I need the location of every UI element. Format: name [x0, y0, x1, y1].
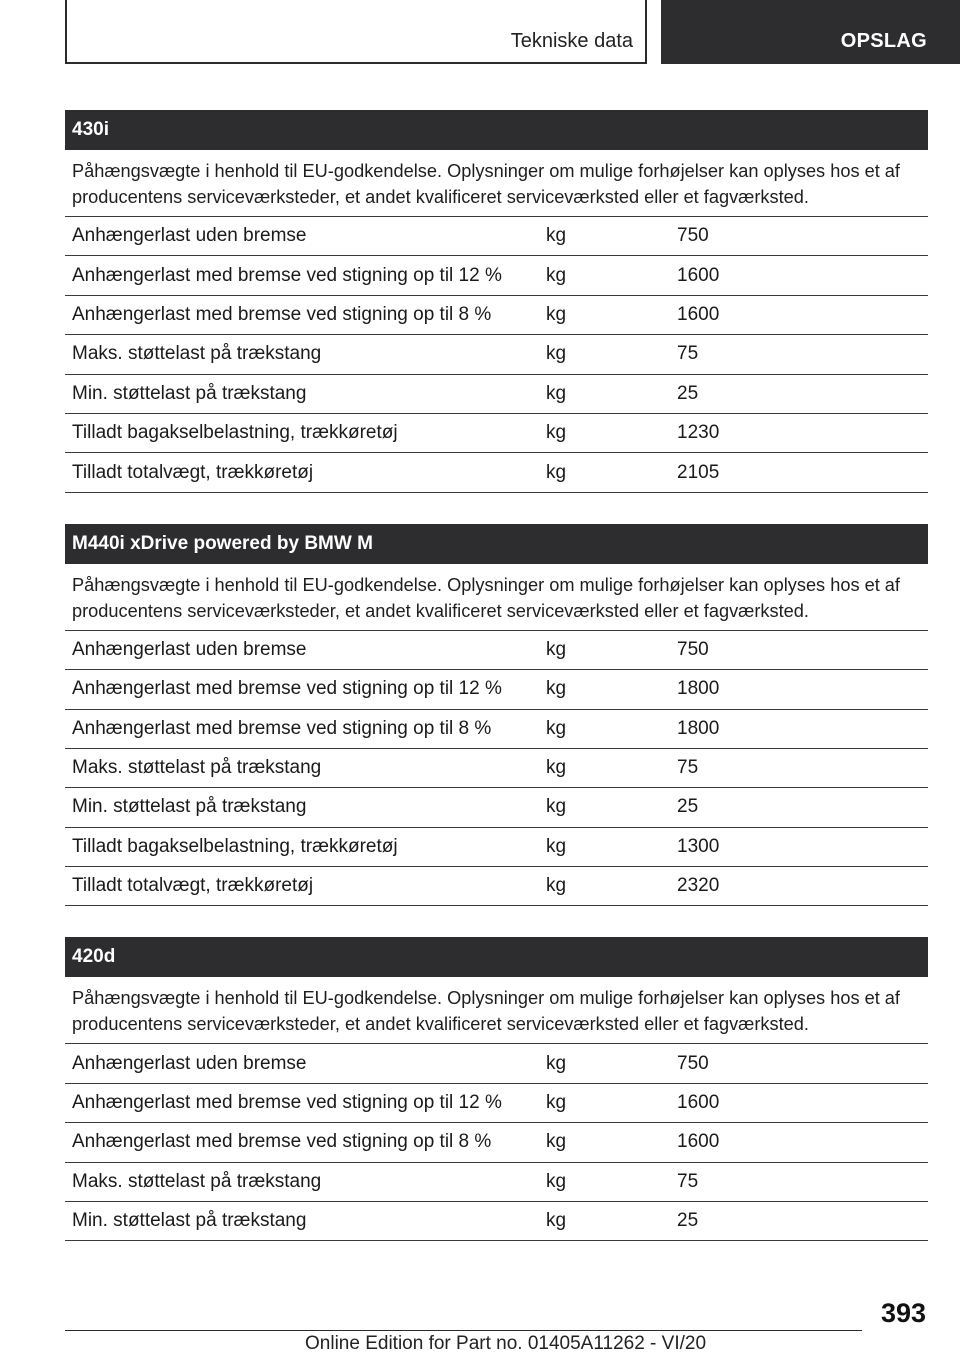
- row-value: 1600: [677, 303, 720, 325]
- row-value: 2320: [677, 875, 720, 897]
- row-unit: kg: [546, 225, 567, 247]
- row-unit: kg: [546, 757, 567, 779]
- row-unit: kg: [546, 343, 567, 365]
- row-unit: kg: [546, 1131, 567, 1153]
- table-row: [65, 670, 928, 709]
- row-label: Anhængerlast med bremse ved stigning op til 12 %: [72, 678, 502, 700]
- row-label: Min. støttelast på trækstang: [72, 796, 307, 818]
- row-value: 1300: [677, 835, 720, 857]
- table-row: [65, 1123, 928, 1162]
- row-value: 75: [677, 757, 699, 779]
- row-label: Tilladt bagakselbelastning, trækkøretøj: [72, 422, 398, 444]
- row-label: Anhængerlast uden bremse: [72, 1052, 307, 1074]
- row-unit: kg: [546, 835, 567, 857]
- row-unit: kg: [546, 875, 567, 897]
- table-row: [65, 1044, 928, 1083]
- row-label: Anhængerlast uden bremse: [72, 225, 307, 247]
- row-value: 1800: [677, 678, 720, 700]
- table-row: [65, 710, 928, 749]
- main-content: [65, 110, 928, 1272]
- row-label: Tilladt bagakselbelastning, trækkøretøj: [72, 835, 398, 857]
- row-unit: kg: [546, 461, 567, 483]
- table-row: [65, 414, 928, 453]
- row-unit: kg: [546, 638, 567, 660]
- section-title: M440i xDrive powered by BMW M: [65, 524, 928, 564]
- row-label: Maks. støttelast på trækstang: [72, 757, 322, 779]
- row-value: 75: [677, 1170, 699, 1192]
- row-value: 25: [677, 796, 699, 818]
- tab-label: OPSLAG: [840, 30, 927, 52]
- row-value: 750: [677, 638, 709, 660]
- spec-section-420d: [65, 937, 928, 1241]
- section-label: Tekniske data: [510, 30, 633, 52]
- row-label: Anhængerlast med bremse ved stigning op til 8 %: [72, 717, 492, 739]
- row-value: 25: [677, 382, 699, 404]
- section-title: 430i: [65, 110, 928, 150]
- table-row: [65, 296, 928, 335]
- row-value: 75: [677, 343, 699, 365]
- row-value: 2105: [677, 461, 720, 483]
- table-row: [65, 217, 928, 256]
- section-description: Påhængsvægte i henhold til EU-godkendelse. Oplysninger om mulige forhøjelser kan oplyses hos et af producentens serviceværksteder, et andet kvalificeret serviceværksted eller et fagværksted.: [65, 977, 928, 1044]
- table-row: [65, 788, 928, 827]
- row-unit: kg: [546, 1210, 567, 1232]
- row-unit: kg: [546, 796, 567, 818]
- row-label: Tilladt totalvægt, trækkøretøj: [72, 875, 314, 897]
- page-number: 393: [880, 1298, 926, 1328]
- row-unit: kg: [546, 303, 567, 325]
- row-label: Anhængerlast med bremse ved stigning op til 12 %: [72, 1092, 502, 1114]
- table-row: [65, 453, 928, 492]
- row-value: 1800: [677, 717, 720, 739]
- row-label: Anhængerlast uden bremse: [72, 638, 307, 660]
- row-unit: kg: [546, 678, 567, 700]
- section-description: Påhængsvægte i henhold til EU-godkendelse. Oplysninger om mulige forhøjelser kan oplyses hos et af producentens serviceværksteder, et andet kvalificeret serviceværksted eller et fagværksted.: [65, 564, 928, 631]
- section-description: Påhængsvægte i henhold til EU-godkendelse. Oplysninger om mulige forhøjelser kan oplyses hos et af producentens serviceværksteder, et andet kvalificeret serviceværksted eller et fagværksted.: [65, 150, 928, 217]
- row-unit: kg: [546, 382, 567, 404]
- section-title: 420d: [65, 937, 928, 977]
- spec-section-m440i: [65, 524, 928, 907]
- row-label: Tilladt totalvægt, trækkøretøj: [72, 461, 314, 483]
- page-header: [0, 0, 960, 66]
- table-row: [65, 1084, 928, 1123]
- row-label: Anhængerlast med bremse ved stigning op til 8 %: [72, 303, 492, 325]
- table-row: [65, 1202, 928, 1241]
- row-label: Maks. støttelast på trækstang: [72, 1170, 322, 1192]
- spec-section-430i: [65, 110, 928, 493]
- row-value: 1230: [677, 422, 720, 444]
- row-unit: kg: [546, 717, 567, 739]
- table-row: [65, 375, 928, 414]
- table-row: [65, 749, 928, 788]
- row-value: 1600: [677, 1131, 720, 1153]
- row-label: Anhængerlast med bremse ved stigning op til 12 %: [72, 264, 502, 286]
- row-value: 25: [677, 1210, 699, 1232]
- footer-divider: [65, 1330, 862, 1331]
- row-unit: kg: [546, 422, 567, 444]
- section-header-box: [65, 0, 647, 64]
- row-unit: kg: [546, 1170, 567, 1192]
- table-row: [65, 1163, 928, 1202]
- row-label: Maks. støttelast på trækstang: [72, 343, 322, 365]
- table-row: [65, 335, 928, 374]
- table-row: [65, 631, 928, 670]
- row-value: 750: [677, 1052, 709, 1074]
- row-label: Anhængerlast med bremse ved stigning op til 8 %: [72, 1131, 492, 1153]
- table-row: [65, 828, 928, 867]
- tab-opslag[interactable]: [661, 0, 960, 64]
- edition-text: Online Edition for Part no. 01405A11262 - VI/20: [305, 1333, 707, 1354]
- row-value: 750: [677, 225, 709, 247]
- row-unit: kg: [546, 1052, 567, 1074]
- row-value: 1600: [677, 264, 720, 286]
- table-row: [65, 867, 928, 906]
- row-value: 1600: [677, 1092, 720, 1114]
- row-label: Min. støttelast på trækstang: [72, 1210, 307, 1232]
- row-label: Min. støttelast på trækstang: [72, 382, 307, 404]
- table-row: [65, 256, 928, 295]
- row-unit: kg: [546, 1092, 567, 1114]
- row-unit: kg: [546, 264, 567, 286]
